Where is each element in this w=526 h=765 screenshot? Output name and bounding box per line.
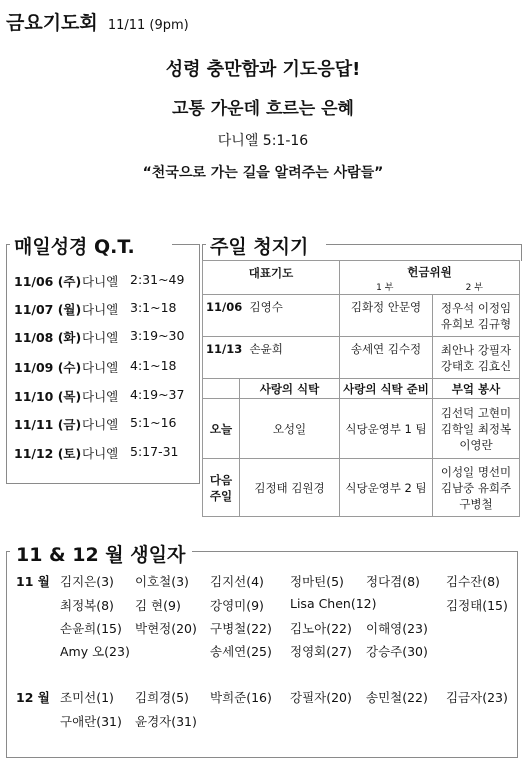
qt-book: 다니엘 xyxy=(82,417,119,432)
qt-verses: 4:1~18 xyxy=(130,358,177,373)
sermon-title-2: 고통 가운데 흐르는 은혜 xyxy=(172,99,354,119)
qt-book: 다니엘 xyxy=(82,446,119,461)
november-label: 11 월 xyxy=(16,574,50,589)
header-meta: 11/11 (9pm) xyxy=(107,18,189,33)
birthday-name: 김 현(9) xyxy=(135,598,181,613)
qt-verses: 4:19~37 xyxy=(130,387,185,402)
sermon-title-1: 성령 충만함과 기도응답! xyxy=(165,59,361,80)
next-prep: 식당운영부 2 팀 xyxy=(340,459,433,517)
col-kitchen-header: 부엌 봉사 xyxy=(433,379,520,399)
birthday-name: 손윤희(15) xyxy=(60,621,122,636)
table-row xyxy=(203,337,520,379)
sub-2: 2 부 xyxy=(465,283,483,293)
qt-book: 다니엘 xyxy=(82,274,119,289)
birthday-name: 김수잔(8) xyxy=(446,574,500,589)
qt-date: 11/10 (목) xyxy=(14,389,82,404)
birthday-name: 송세연(25) xyxy=(210,644,272,659)
offering-subheaders xyxy=(340,280,519,293)
qt-book: 다니엘 xyxy=(82,330,119,345)
col-offering-header xyxy=(340,261,520,295)
prayer-cell xyxy=(203,337,340,379)
header-title: 금요기도회 xyxy=(6,12,98,34)
qt-date: 11/06 (주) xyxy=(14,274,82,289)
qt-verses: 5:17-31 xyxy=(130,444,179,459)
blank-cell xyxy=(203,379,240,399)
birthday-name: 이호철(3) xyxy=(135,574,189,589)
birthday-name: 구애란(31) xyxy=(60,714,122,729)
row-date: 11/06 xyxy=(206,300,243,314)
offering-1: 송세연 김수정 xyxy=(340,337,433,379)
qt-row xyxy=(14,387,184,405)
qt-book: 다니엘 xyxy=(82,360,119,375)
prayer-cell xyxy=(203,295,340,337)
qt-row xyxy=(14,300,177,318)
col-love-header: 사랑의 식탁 xyxy=(240,379,340,399)
qt-row xyxy=(14,272,184,290)
birthday-name: 정영회(27) xyxy=(290,644,352,659)
qt-date: 11/07 (월) xyxy=(14,302,82,317)
offering-label: 헌금위원 xyxy=(407,265,452,279)
sermon-reference: 다니엘 5:1-16 xyxy=(217,133,309,149)
birthday-name: 이해영(23) xyxy=(366,621,428,636)
qt-verses: 3:19~30 xyxy=(130,328,185,343)
birthday-name: 윤경자(31) xyxy=(135,714,197,729)
qt-verses: 2:31~49 xyxy=(130,272,185,287)
row-prayer: 김영수 xyxy=(249,300,283,314)
birthday-name: 강승주(30) xyxy=(366,644,428,659)
birthday-name: 정마틴(5) xyxy=(290,574,344,589)
next-love: 김정태 김원경 xyxy=(240,459,340,517)
col-prep-header: 사랑의 식탁 준비 xyxy=(340,379,433,399)
qt-row xyxy=(14,415,177,433)
table-row xyxy=(203,459,520,517)
birthday-title: 11 & 12 월 생일자 xyxy=(16,544,186,566)
birthday-name: 정다겸(8) xyxy=(366,574,420,589)
qt-row xyxy=(14,444,179,462)
qt-row xyxy=(14,358,177,376)
qt-date: 11/08 (화) xyxy=(14,330,82,345)
sub-1: 1 부 xyxy=(376,283,394,293)
col-prayer-header: 대표기도 xyxy=(203,261,340,295)
qt-row xyxy=(14,328,184,346)
today-prep: 식당운영부 1 팀 xyxy=(340,399,433,459)
today-love: 오성일 xyxy=(240,399,340,459)
offering-2: 최안나 강필자 강태호 김효신 xyxy=(433,337,520,379)
service-title: 주일 청지기 xyxy=(210,236,309,258)
birthday-name: 김지은(3) xyxy=(60,574,114,589)
birthday-name: 강필자(20) xyxy=(290,690,352,705)
service-table xyxy=(202,260,520,517)
qt-book: 다니엘 xyxy=(82,302,119,317)
next-label: 다음 주일 xyxy=(203,459,240,517)
birthday-name: Lisa Chen(12) xyxy=(290,596,377,611)
table-row xyxy=(203,399,520,459)
birthday-name: 조미선(1) xyxy=(60,690,114,705)
qt-date: 11/11 (금) xyxy=(14,417,82,432)
offering-2: 정우석 이정임 유희보 김규형 xyxy=(433,295,520,337)
next-kitchen: 이성일 명선미 김남중 유희주 구병철 xyxy=(433,459,520,517)
birthday-name: 김희경(5) xyxy=(135,690,189,705)
table-row xyxy=(203,295,520,337)
sermon-quote: “천국으로 가는 길을 알려주는 사람들” xyxy=(142,165,384,181)
qt-date: 11/12 (토) xyxy=(14,446,82,461)
offering-1: 김화정 안문영 xyxy=(340,295,433,337)
birthday-name: 김노아(22) xyxy=(290,621,352,636)
row-prayer: 손윤희 xyxy=(249,342,283,356)
table-header-row xyxy=(203,379,520,399)
row-date: 11/13 xyxy=(206,342,243,356)
table-header-row xyxy=(203,261,520,295)
birthday-name: 김지선(4) xyxy=(210,574,264,589)
header xyxy=(6,8,189,35)
qt-book: 다니엘 xyxy=(82,389,119,404)
qt-verses: 5:1~16 xyxy=(130,415,177,430)
birthday-name: 송민철(22) xyxy=(366,690,428,705)
birthday-name: 김금자(23) xyxy=(446,690,508,705)
birthday-name: Amy 오(23) xyxy=(60,644,130,659)
birthday-name: 박현정(20) xyxy=(135,621,197,636)
today-label: 오늘 xyxy=(203,399,240,459)
birthday-name: 박희준(16) xyxy=(210,690,272,705)
birthday-name: 김정태(15) xyxy=(446,598,508,613)
today-kitchen: 김선덕 고현미 김학일 최정복 이영란 xyxy=(433,399,520,459)
december-label: 12 월 xyxy=(16,690,50,705)
qt-date: 11/09 (수) xyxy=(14,360,82,375)
qt-title: 매일성경 Q.T. xyxy=(14,236,135,258)
qt-verses: 3:1~18 xyxy=(130,300,177,315)
birthday-name: 최정복(8) xyxy=(60,598,114,613)
birthday-name: 강영미(9) xyxy=(210,598,264,613)
birthday-name: 구병철(22) xyxy=(210,621,272,636)
